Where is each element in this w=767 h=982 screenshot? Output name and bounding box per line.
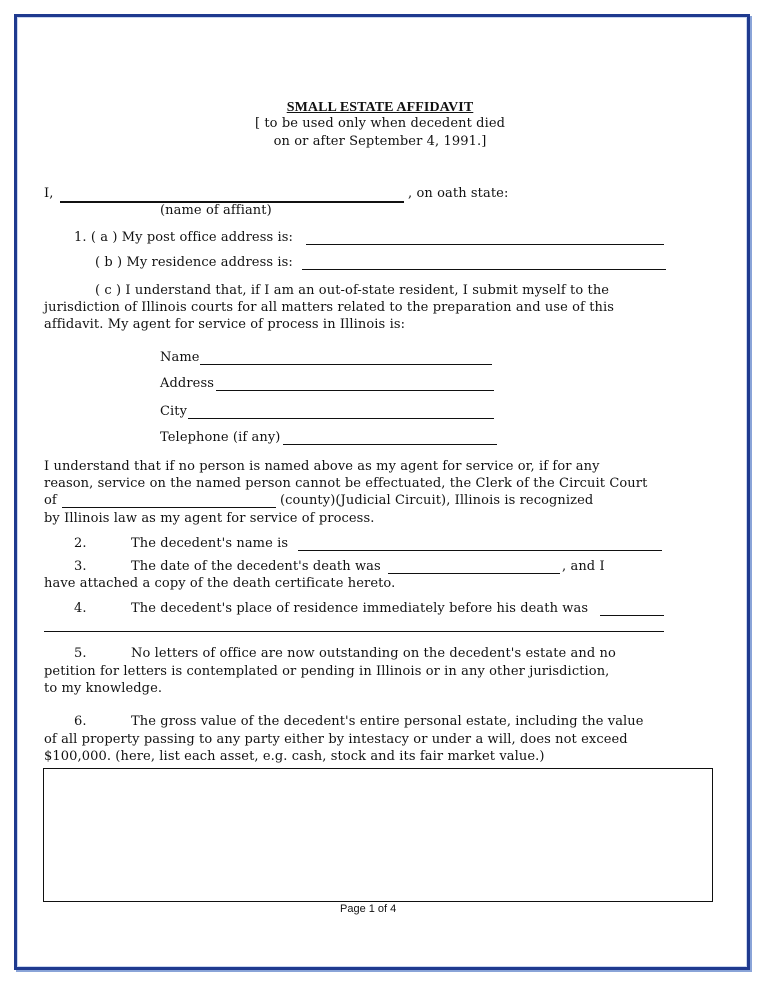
- item6-line-2: of all property passing to any party either by intestacy or under a will, does not exceed: [44, 732, 628, 747]
- agent-address-field[interactable]: [216, 390, 494, 391]
- agent-paragraph-line-3-suffix: (county)(Judicial Circuit), Illinois is recognized: [280, 493, 594, 508]
- item6-number: 6.: [74, 714, 87, 729]
- agent-paragraph-line-3-prefix: of: [44, 493, 57, 508]
- affiant-caption: (name of affiant): [160, 203, 272, 218]
- item6-line-3: $100,000. (here, list each asset, e.g. cash, stock and its fair market value.): [44, 749, 545, 764]
- item3-line-2: have attached a copy of the death certificate hereto.: [44, 576, 396, 591]
- item5-line-2: petition for letters is contemplated or pending in Illinois or in any other jurisdiction,: [44, 664, 610, 679]
- item1c-line-3: affidavit. My agent for service of process in Illinois is:: [44, 317, 406, 332]
- item5-number: 5.: [74, 646, 87, 661]
- item1b-label: ( b ) My residence address is:: [95, 255, 293, 270]
- item3-number: 3.: [74, 559, 87, 574]
- residence-address-field[interactable]: [302, 269, 666, 270]
- agent-city-label: City: [160, 404, 188, 419]
- death-date-field[interactable]: [388, 573, 560, 574]
- agent-address-label: Address: [160, 376, 214, 391]
- page-number: Page 1 of 4: [340, 903, 397, 915]
- oath-suffix: , on oath state:: [408, 186, 509, 201]
- residence-before-death-field[interactable]: [600, 615, 664, 616]
- item3-text-end: , and I: [562, 559, 605, 574]
- agent-name-label: Name: [160, 350, 200, 365]
- item5-line-3: to my knowledge.: [44, 681, 163, 696]
- county-field[interactable]: [62, 507, 276, 508]
- item3-text: The date of the decedent's death was: [131, 559, 381, 574]
- oath-prefix: I,: [44, 186, 54, 201]
- item1c-line-1: ( c ) I understand that, if I am an out-of-state resident, I submit myself to the: [95, 283, 610, 298]
- subtitle-line-1: [ to be used only when decedent died: [254, 116, 506, 131]
- subtitle-line-2: on or after September 4, 1991.]: [273, 134, 487, 149]
- decedent-name-field[interactable]: [298, 550, 662, 551]
- post-office-address-field[interactable]: [306, 244, 664, 245]
- asset-list-box[interactable]: [43, 768, 713, 902]
- agent-paragraph-line-2: reason, service on the named person cannot be effectuated, the Clerk of the Circuit Court: [44, 476, 648, 491]
- item1c-line-2: jurisdiction of Illinois courts for all matters related to the preparation and use of this: [44, 300, 615, 315]
- agent-paragraph-line-1: I understand that if no person is named above as my agent for service or, if for any: [44, 459, 600, 474]
- agent-city-field[interactable]: [188, 418, 494, 419]
- agent-paragraph-line-4: by Illinois law as my agent for service of process.: [44, 511, 375, 526]
- document-title: SMALL ESTATE AFFIDAVIT: [286, 100, 474, 115]
- item1a-label: 1. ( a ) My post office address is:: [74, 230, 293, 245]
- agent-name-field[interactable]: [200, 364, 492, 365]
- item4-text: The decedent's place of residence immediately before his death was: [131, 601, 589, 616]
- residence-before-death-field-continued[interactable]: [44, 631, 664, 632]
- agent-telephone-field[interactable]: [283, 444, 497, 445]
- item5-line-1: No letters of office are now outstanding on the decedent's estate and no: [131, 646, 616, 661]
- item2-number: 2.: [74, 536, 87, 551]
- item4-number: 4.: [74, 601, 87, 616]
- agent-telephone-label: Telephone (if any): [160, 430, 281, 445]
- item2-text: The decedent's name is: [131, 536, 289, 551]
- item6-line-1: The gross value of the decedent's entire personal estate, including the value: [131, 714, 644, 729]
